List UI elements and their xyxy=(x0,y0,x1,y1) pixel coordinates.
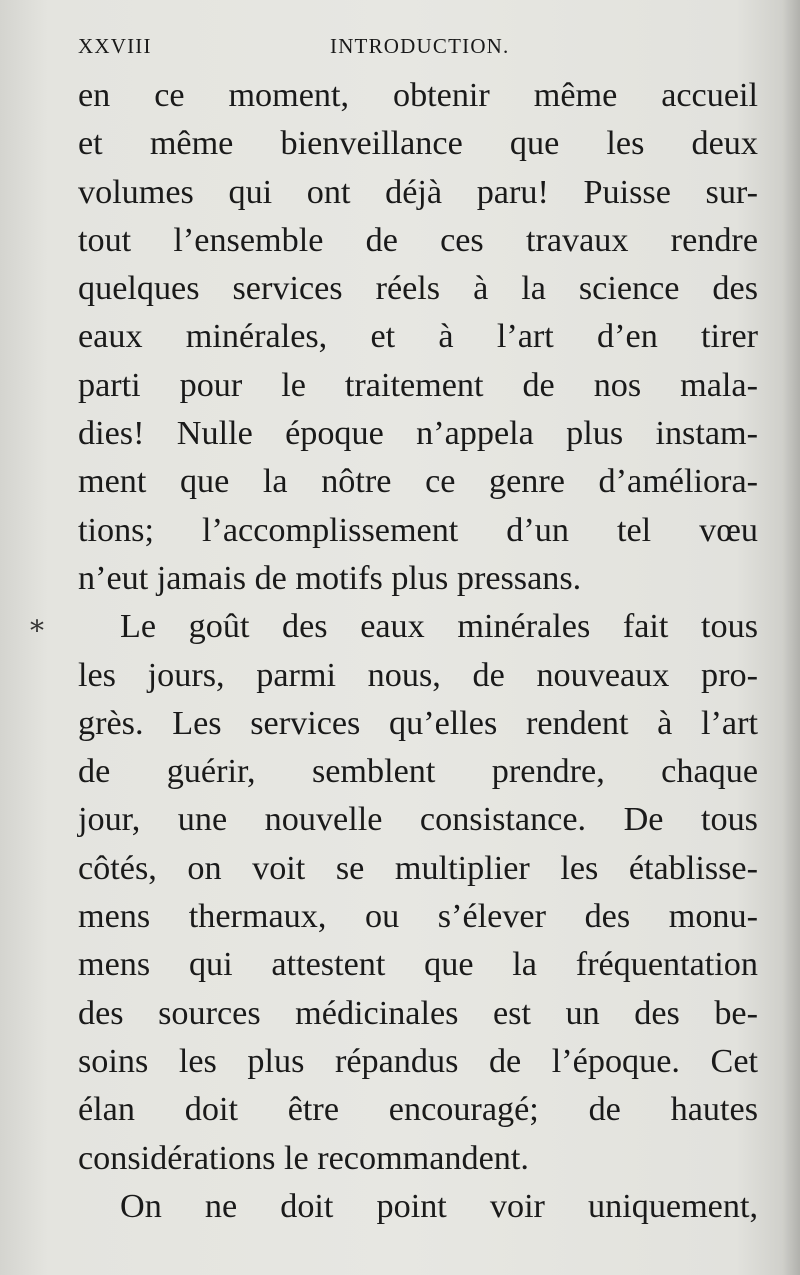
text-line: côtés, on voit se multiplier les établisse- xyxy=(78,849,758,887)
running-title: INTRODUCTION. xyxy=(330,34,510,58)
text-line: et même bienveillance que les deux xyxy=(78,125,758,163)
margin-mark-icon: ⁎ xyxy=(30,607,44,639)
text-line: volumes qui ont déjà paru! Puisse sur- xyxy=(78,173,758,211)
text-line: tions; l’accomplissement d’un tel vœu xyxy=(78,511,758,549)
text-line: parti pour le traitement de nos mala- xyxy=(78,366,758,404)
text-line-wrapper xyxy=(30,603,758,651)
body-text xyxy=(30,72,758,1231)
text-line: jour, une nouvelle consistance. De tous xyxy=(78,801,758,839)
text-line: grès. Les services qu’elles rendent à l’art xyxy=(78,704,758,742)
text-line: soins les plus répandus de l’époque. Cet xyxy=(78,1042,758,1080)
text-line: On ne doit point voir uniquement, xyxy=(120,1187,758,1225)
text-line: eaux minérales, et à l’art d’en tirer xyxy=(78,318,758,356)
text-line: de guérir, semblent prendre, chaque xyxy=(78,753,758,791)
text-line: quelques services réels à la science des xyxy=(78,270,758,308)
text-line: tout l’ensemble de ces travaux rendre xyxy=(78,221,758,259)
text-line: ment que la nôtre ce genre d’améliora- xyxy=(78,463,758,501)
text-line: mens thermaux, ou s’élever des monu- xyxy=(78,898,758,936)
text-line: élan doit être encouragé; de hautes xyxy=(78,1091,758,1129)
page-number: XXVIII xyxy=(78,34,152,58)
text-line: les jours, parmi nous, de nouveaux pro- xyxy=(78,656,758,694)
text-line: mens qui attestent que la fréquentation xyxy=(78,946,758,984)
text-line: des sources médicinales est un des be- xyxy=(78,994,758,1032)
text-line: Le goût des eaux minérales fait tous xyxy=(120,608,758,646)
text-line: en ce moment, obtenir même accueil xyxy=(78,77,758,114)
text-line: n’eut jamais de motifs plus pressans. xyxy=(78,559,582,597)
running-header xyxy=(78,34,760,64)
text-line: considérations le recommandent. xyxy=(78,1139,529,1177)
text-line: dies! Nulle époque n’appela plus instam- xyxy=(78,415,758,453)
